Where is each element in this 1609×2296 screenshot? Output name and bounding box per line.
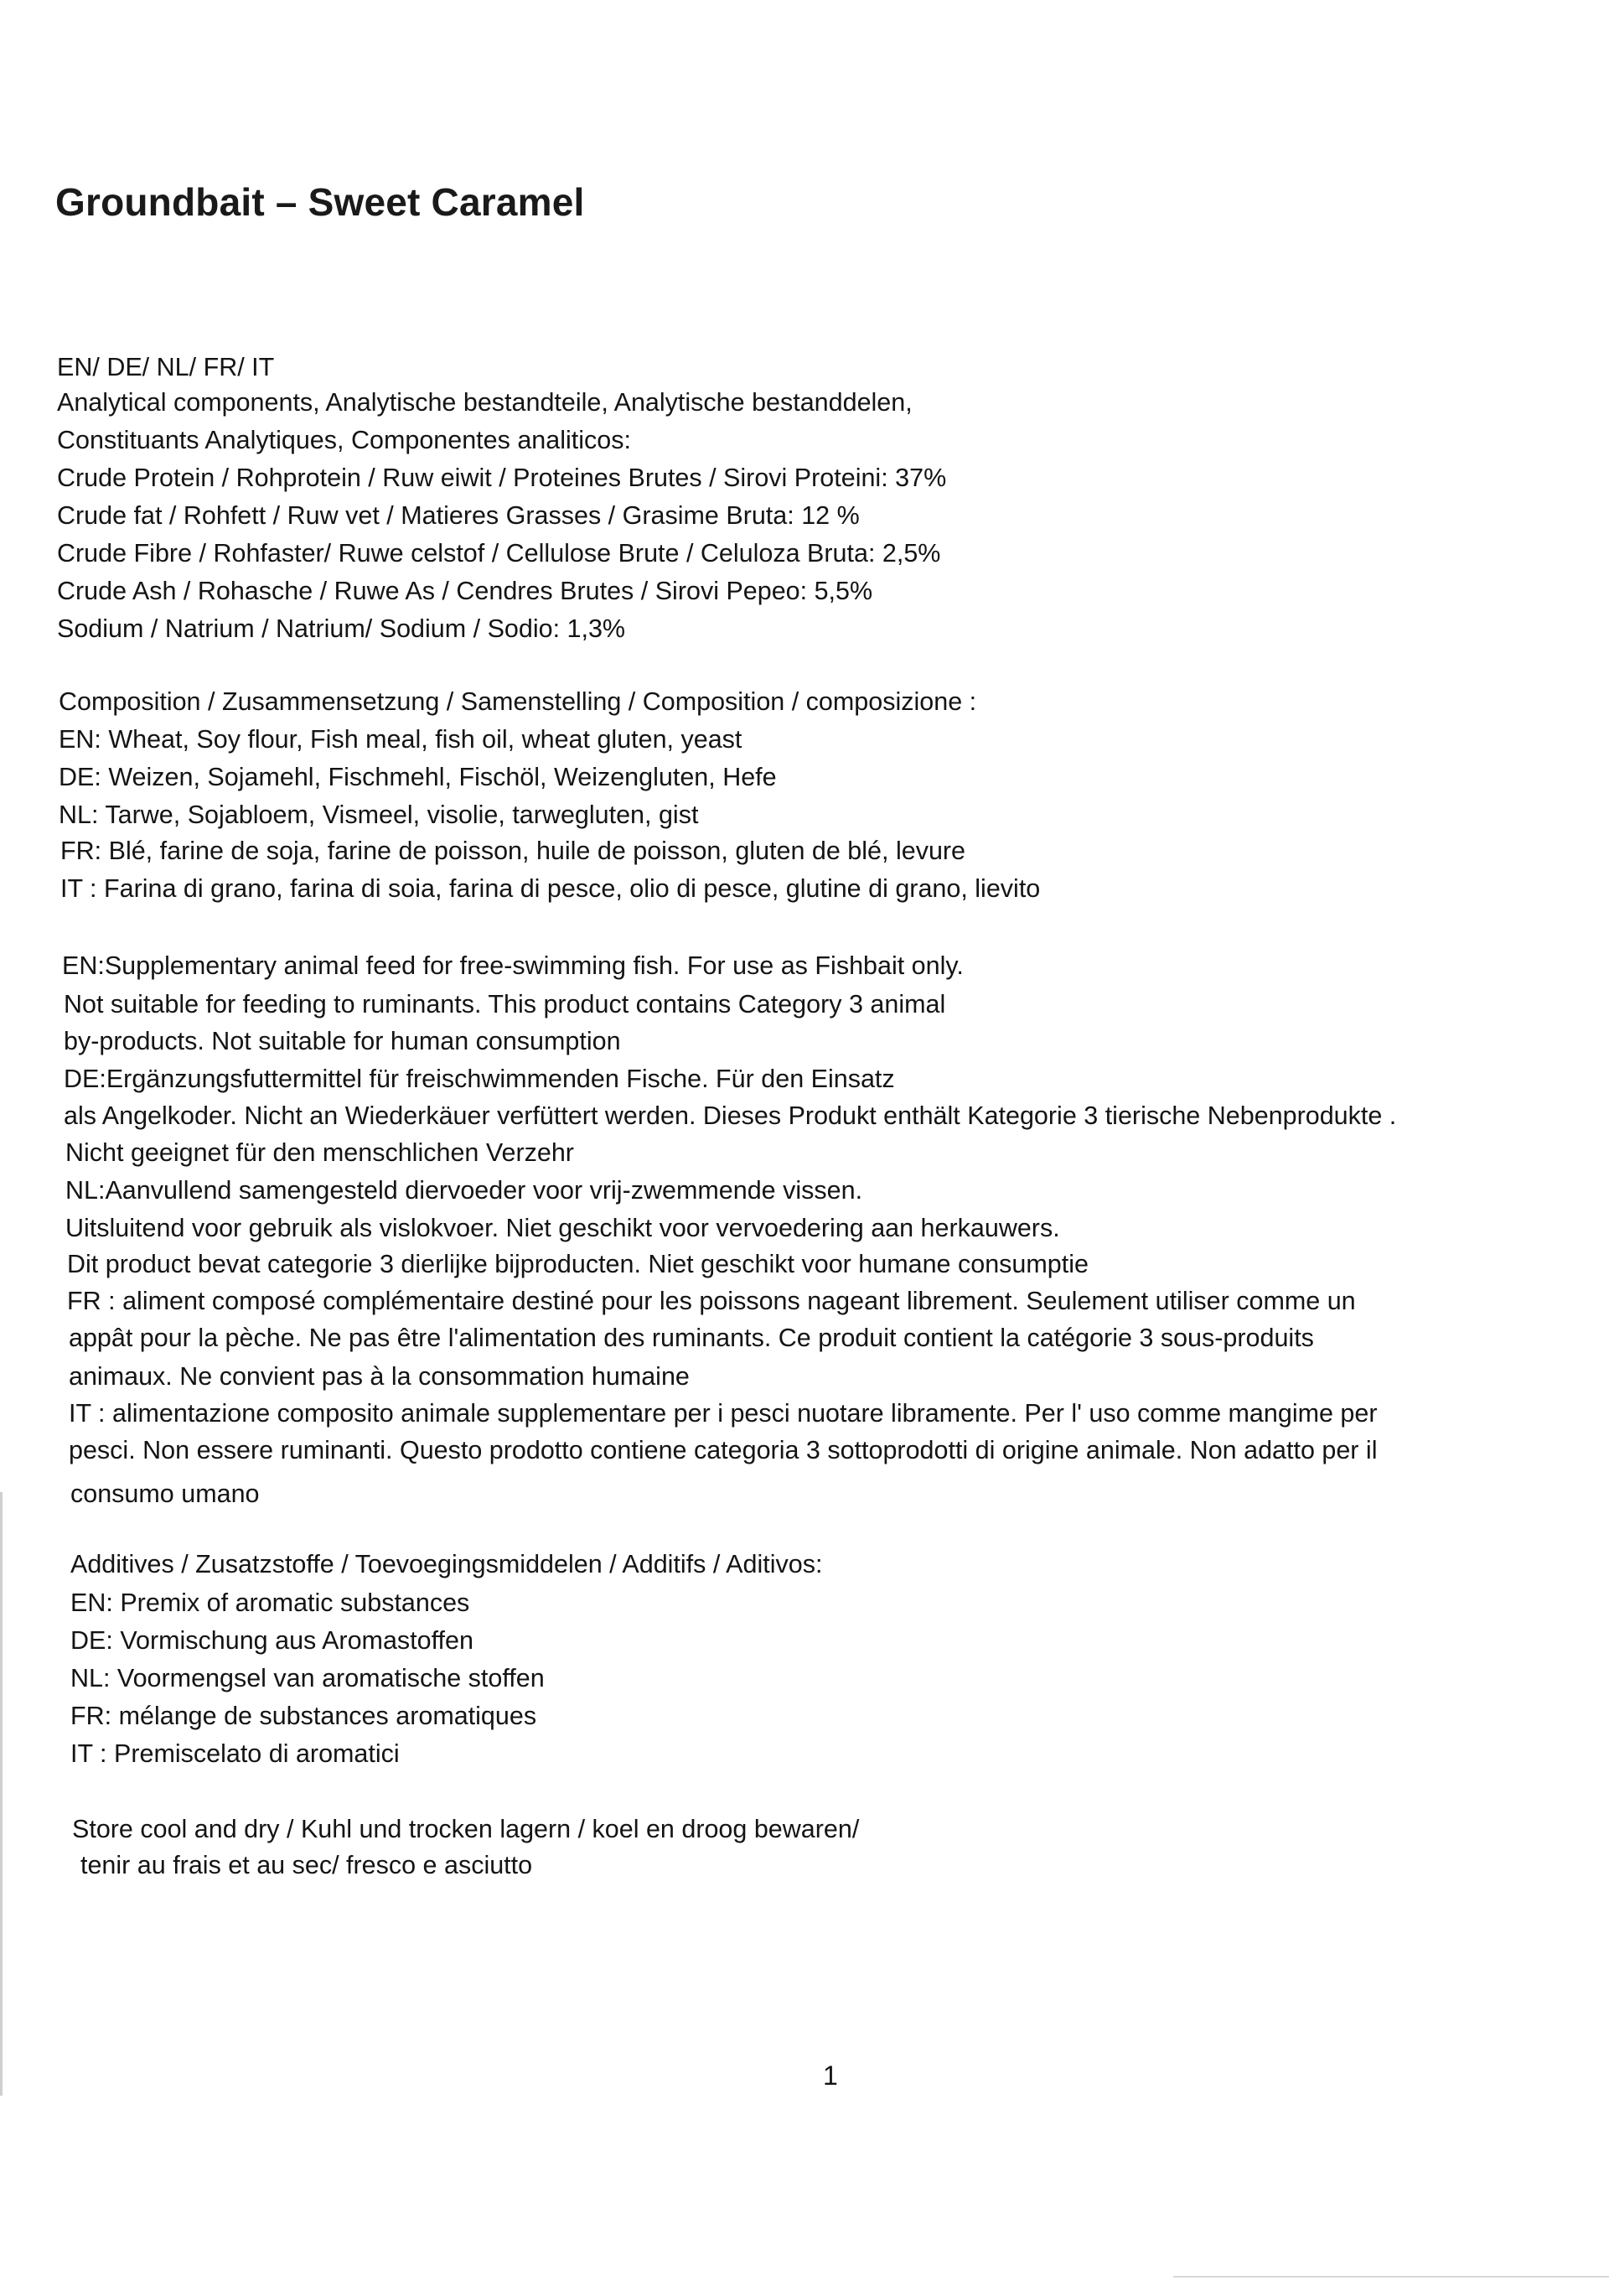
page-number: 1 [823, 2060, 838, 2091]
composition-heading: Composition / Zusammensetzung / Samenstelling / Composition / composizione : [59, 687, 977, 716]
analytical-heading-2: Constituants Analytiques, Componentes analiticos: [57, 426, 631, 454]
usage-nl-1: NL:Aanvullend samengesteld diervoeder voor vrij-zwemmende vissen. [65, 1176, 863, 1205]
usage-nl-3: Dit product bevat categorie 3 dierlijke bijproducten. Niet geschikt voor humane consumptie [67, 1250, 1089, 1278]
usage-de-2: als Angelkoder. Nicht an Wiederkäuer verfüttert werden. Dieses Produkt enthält Kategorie 3 tierische Nebenprodukte . [64, 1101, 1397, 1130]
page-title: Groundbait – Sweet Caramel [55, 180, 585, 224]
scan-edge-shadow [0, 1492, 3, 2096]
analytical-heading-1: Analytical components, Analytische bestandteile, Analytische bestanddelen, [57, 388, 913, 417]
usage-fr-3: animaux. Ne convient pas à la consommation humaine [69, 1362, 690, 1391]
additives-en: EN: Premix of aromatic substances [70, 1589, 470, 1617]
usage-it-1: IT : alimentazione composito animale supplementare per i pesci nuotare libramente. Per l' uso comme mangime per [69, 1399, 1378, 1428]
additives-fr: FR: mélange de substances aromatiques [70, 1702, 537, 1730]
usage-fr-2: appât pour la pèche. Ne pas être l'alimentation des ruminants. Ce produit contient la catégorie 3 sous-produits [69, 1324, 1314, 1352]
additives-nl: NL: Voormengsel van aromatische stoffen [70, 1664, 545, 1692]
sodium-line: Sodium / Natrium / Natrium/ Sodium / Sodio: 1,3% [57, 614, 626, 643]
composition-nl: NL: Tarwe, Sojabloem, Vismeel, visolie, tarwegluten, gist [59, 801, 699, 829]
languages-line: EN/ DE/ NL/ FR/ IT [57, 353, 275, 381]
storage-line-1: Store cool and dry / Kuhl und trocken lagern / koel en droog bewaren/ [72, 1815, 860, 1843]
composition-it: IT : Farina di grano, farina di soia, farina di pesce, olio di pesce, glutine di grano, lievito [60, 874, 1041, 903]
usage-en-3: by-products. Not suitable for human consumption [64, 1027, 621, 1055]
usage-en-2: Not suitable for feeding to ruminants. This product contains Category 3 animal [64, 990, 946, 1018]
composition-en: EN: Wheat, Soy flour, Fish meal, fish oil, wheat gluten, yeast [59, 725, 742, 754]
crude-protein-line: Crude Protein / Rohprotein / Ruw eiwit / Proteines Brutes / Sirovi Proteini: 37% [57, 464, 947, 492]
crude-ash-line: Crude Ash / Rohasche / Ruwe As / Cendres Brutes / Sirovi Pepeo: 5,5% [57, 577, 873, 605]
usage-it-3: consumo umano [70, 1480, 260, 1508]
scan-bottom-edge [1173, 2276, 1609, 2278]
crude-fibre-line: Crude Fibre / Rohfaster/ Ruwe celstof / Cellulose Brute / Celuloza Bruta: 2,5% [57, 539, 941, 568]
usage-de-3: Nicht geeignet für den menschlichen Verzehr [65, 1138, 574, 1167]
crude-fat-line: Crude fat / Rohfett / Ruw vet / Matieres Grasses / Grasime Bruta: 12 % [57, 501, 860, 530]
composition-fr: FR: Blé, farine de soja, farine de poisson, huile de poisson, gluten de blé, levure [60, 837, 966, 865]
storage-line-2: tenir au frais et au sec/ fresco e asciutto [80, 1851, 533, 1879]
additives-heading: Additives / Zusatzstoffe / Toevoegingsmiddelen / Additifs / Aditivos: [70, 1550, 823, 1578]
usage-it-2: pesci. Non essere ruminanti. Questo prodotto contiene categoria 3 sottoprodotti di origine animale. Non adatto per il [69, 1436, 1378, 1464]
usage-nl-2: Uitsluitend voor gebruik als vislokvoer. Niet geschikt voor vervoedering aan herkauwers. [65, 1214, 1060, 1242]
usage-en-1: EN:Supplementary animal feed for free-swimming fish. For use as Fishbait only. [62, 951, 964, 980]
additives-de: DE: Vormischung aus Aromastoffen [70, 1626, 473, 1655]
usage-fr-1: FR : aliment composé complémentaire destiné pour les poissons nageant librement. Seulement utiliser comme un [67, 1287, 1356, 1315]
additives-it: IT : Premiscelato di aromatici [70, 1739, 400, 1768]
composition-de: DE: Weizen, Sojamehl, Fischmehl, Fischöl, Weizengluten, Hefe [59, 763, 777, 791]
usage-de-1: DE:Ergänzungsfuttermittel für freischwimmenden Fische. Für den Einsatz [64, 1065, 895, 1093]
